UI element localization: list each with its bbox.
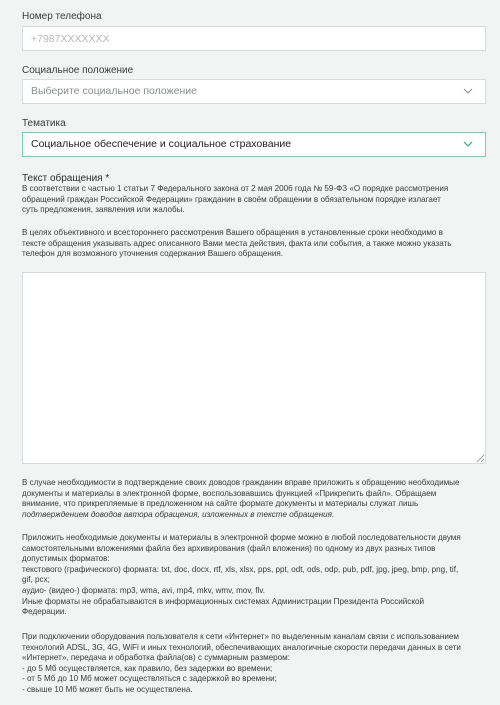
topic-selected-value: Социальное обеспечение и социальное страхование — [31, 138, 292, 150]
attachments-size-text — [22, 632, 482, 696]
attachments-info-text — [22, 478, 482, 520]
text-line: обращений граждан Российской Федерации» гражданин в своём обращении в обязательном порядке излагает — [22, 194, 441, 204]
text-line: В соответствии с частью 1 статьи 7 Федерального закона от 2 мая 2006 года № 59-ФЗ «О порядке рассмотрения — [22, 184, 449, 193]
text-line: документы и материалы в электронной форме, воспользовавшись функцией «Прикрепить файл». Обращаем — [22, 488, 437, 498]
text-line: Иные форматы не обрабатываются в информационных системах Администрации Президента Российской — [22, 596, 424, 606]
text-line: суть предложения, заявления или жалобы. — [22, 205, 185, 215]
message-detail-text — [22, 228, 482, 260]
text-line: телефон для возможного уточнения содержания Вашего обращения. — [22, 249, 284, 259]
text-line: самостоятельными вложениями файла без архивирования (файл вложения) по одному из двух разных типов — [22, 543, 436, 553]
message-intro-text — [22, 184, 482, 216]
text-line: тексте обращения указывать адрес описанного Вами места действия, факта или события, а также можно указать — [22, 238, 452, 248]
text-line: аудио- (видео-) формата: mp3, wma, avi, mp4, mkv, wmv, mov, flv. — [22, 585, 266, 595]
social-status-label: Социальное положение — [22, 65, 134, 76]
text-line: - от 5 Мб до 10 Мб может осуществляться с задержкой во времени; — [22, 674, 277, 684]
text-line: технологий ADSL, 3G, 4G, WiFi и иных технологий, обеспечивающих аналогичные скорости передачи данных в сети — [22, 642, 461, 652]
chevron-down-icon — [463, 140, 473, 148]
text-line: Федерации. — [22, 607, 67, 617]
social-status-select[interactable] — [22, 79, 486, 104]
text-line: «Интернет», передача и обработка файла(ов) с суммарным размером: — [22, 653, 290, 663]
resize-grip-icon[interactable] — [476, 454, 485, 463]
text-line: gif, pcx; — [22, 575, 50, 585]
message-label: Текст обращения * — [22, 173, 110, 184]
phone-field[interactable] — [22, 26, 486, 51]
message-textarea[interactable] — [22, 272, 486, 464]
attachments-formats-text — [22, 533, 482, 618]
chevron-down-icon — [463, 87, 473, 95]
text-line: допустимых форматов: — [22, 554, 110, 564]
text-line: - до 5 Мб осуществляется, как правило, без задержки во времени; — [22, 663, 273, 673]
text-line: При подключении оборудования пользователя к сети «Интернет» по выделенным каналам связи с использованием — [22, 632, 459, 641]
topic-select[interactable] — [22, 132, 486, 157]
text-line: В случае необходимости в подтверждение своих доводов гражданин вправе приложить к обращению необходимые — [22, 478, 460, 487]
phone-label: Номер телефона — [22, 11, 102, 22]
social-status-placeholder: Выберите социальное положение — [31, 85, 197, 97]
phone-input[interactable] — [31, 27, 462, 50]
text-line: подтверждением доводов автора обращения, изложенных в тексте обращения. — [22, 509, 335, 519]
text-line: - свыше 10 Мб может быть не осуществлена. — [22, 684, 193, 694]
text-line: внимание, что прикрепляемые в предложенном на сайте формате документы и материалы служат лишь — [22, 499, 419, 509]
text-line: Приложить необходимые документы и материалы в электронной форме можно в любой последовательности двумя — [22, 533, 461, 542]
text-line: В целях объективного и всестороннего рассмотрения Вашего обращения в установленные сроки необходимо в — [22, 228, 443, 237]
topic-label: Тематика — [22, 118, 66, 129]
text-line: текстового (графического) формата: txt, doc, docx, rtf, xls, xlsx, pps, ppt, odt, ods, odp, pub, pdf, jpg, jpeg, bmp, png, tif, — [22, 564, 459, 574]
